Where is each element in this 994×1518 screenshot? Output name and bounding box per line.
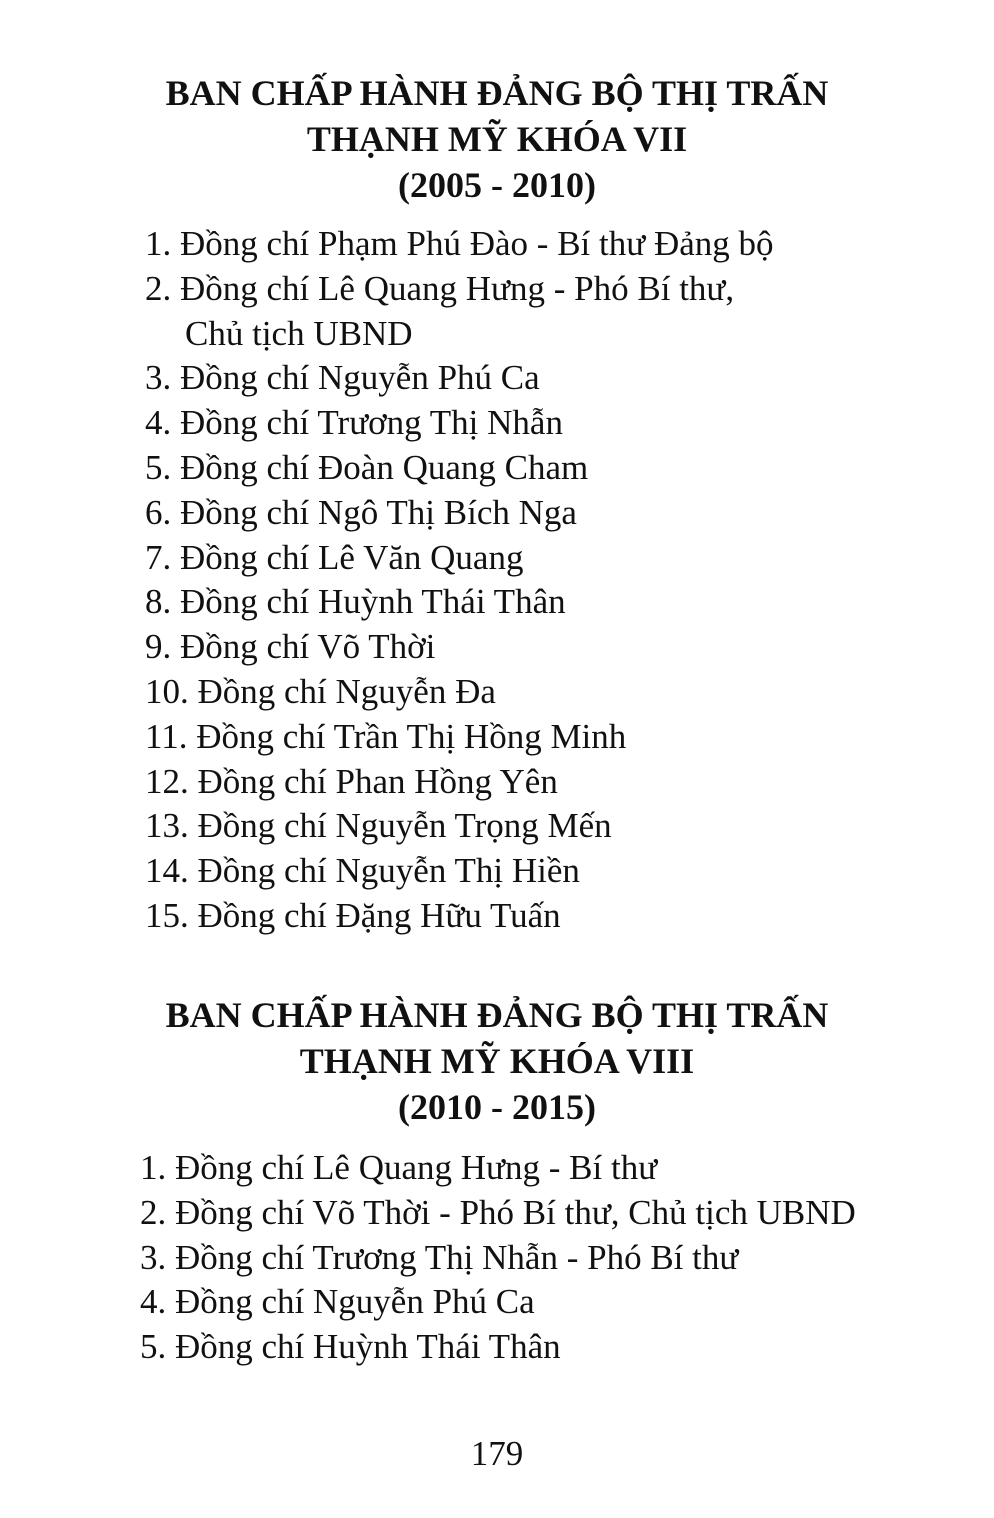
title-line: BAN CHẤP HÀNH ĐẢNG BỘ THỊ TRẤN [165,995,829,1035]
list-item-continuation-text: Chủ tịch UBND [185,313,413,353]
list-item: 3. Đồng chí Trương Thị Nhẫn - Phó Bí thư [140,1237,739,1277]
list-item: 7. Đồng chí Lê Văn Quang [145,537,524,577]
member-list-khoa-vii [145,222,774,939]
list-item: 5. Đồng chí Đoàn Quang Cham [145,447,589,487]
title-line: (2005 - 2010) [398,165,596,205]
title-line: THẠNH MỸ KHÓA VIII [299,1041,695,1081]
title-line: THẠNH MỸ KHÓA VII [306,119,688,159]
list-item: 2. Đồng chí Võ Thời - Phó Bí thư, Chủ tịch UBND [140,1192,856,1232]
list-item: 4. Đồng chí Trương Thị Nhẫn [145,403,563,443]
list-item: 10. Đồng chí Nguyễn Đa [145,671,496,711]
title-line: (2010 - 2015) [398,1087,596,1127]
list-item: 1. Đồng chí Phạm Phú Đào - Bí thư Đảng bộ [145,224,774,263]
list-item: 5. Đồng chí Huỳnh Thái Thân [140,1327,561,1367]
list-item: 6. Đồng chí Ngô Thị Bích Nga [145,492,577,532]
list-item: 12. Đồng chí Phan Hồng Yên [145,761,558,801]
list-item: 3. Đồng chí Nguyễn Phú Ca [145,358,540,398]
member-list-khoa-viii [140,1146,856,1370]
list-item: 15. Đồng chí Đặng Hữu Tuấn [145,895,561,935]
list-item: 14. Đồng chí Nguyễn Thị Hiền [145,851,580,891]
list-item: 2. Đồng chí Lê Quang Hưng - Phó Bí thư, [145,268,735,308]
list-item: 4. Đồng chí Nguyễn Phú Ca [140,1282,535,1322]
list-item: 1. Đồng chí Lê Quang Hưng - Bí thư [140,1148,658,1187]
list-item: 9. Đồng chí Võ Thời [145,627,436,667]
section-title-khoa-vii [0,70,994,208]
list-item: 11. Đồng chí Trần Thị Hồng Minh [145,716,627,756]
page-number: 179 [470,1434,524,1473]
title-line: BAN CHẤP HÀNH ĐẢNG BỘ THỊ TRẤN [165,73,829,113]
list-item-continuation [145,312,774,357]
section-title-khoa-viii [0,992,994,1130]
list-item: 13. Đồng chí Nguyễn Trọng Mến [145,806,612,846]
list-item: 8. Đồng chí Huỳnh Thái Thân [145,582,566,622]
